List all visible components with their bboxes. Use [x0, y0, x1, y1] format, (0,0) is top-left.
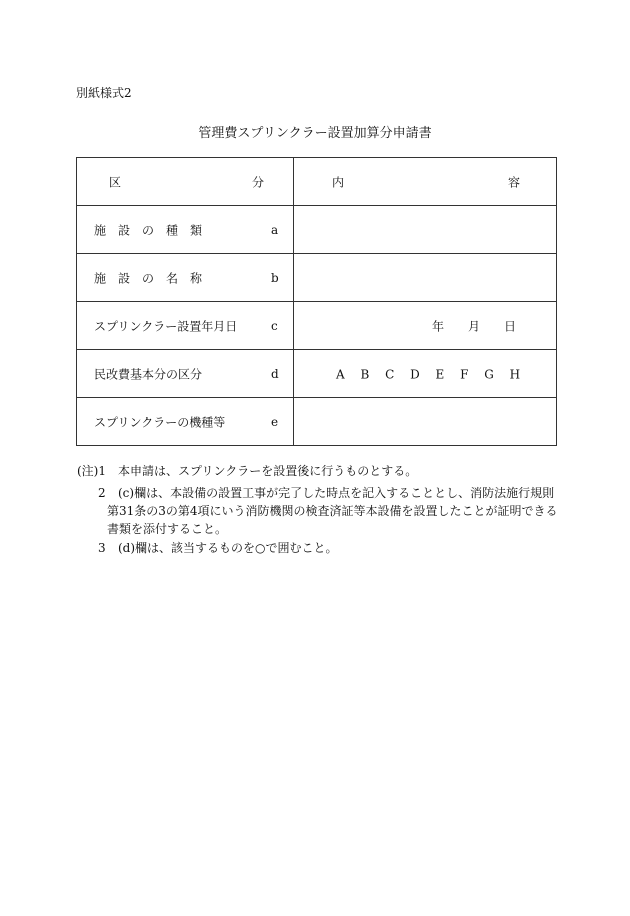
row-key: e: [271, 414, 279, 429]
row-content-field[interactable]: [294, 302, 557, 350]
note-2-line-2: 第31条の3の第4項にいう消防機関の検査済証等本設備を設置したことが証明できる: [107, 504, 558, 518]
application-table: [76, 157, 557, 446]
row-label: 民改費基本分の区分: [94, 367, 203, 381]
header-category-b: 分: [252, 175, 265, 189]
header-category-a: 区: [109, 175, 122, 189]
table-row: [77, 206, 557, 254]
table-row: [77, 398, 557, 446]
row-content-field[interactable]: [294, 398, 557, 446]
form-id: 別紙様式2: [76, 86, 132, 100]
header-content-b: 容: [508, 175, 521, 189]
category-options: A B C D E F G H: [336, 367, 521, 381]
table-row: [77, 302, 557, 350]
date-fields: 年 月 日: [432, 319, 517, 333]
note-1: 本申請は、スプリンクラーを設置後に行うものとする。: [118, 464, 418, 478]
row-key: c: [271, 318, 278, 333]
header-content-a: 内: [332, 175, 345, 189]
row-label: スプリンクラーの機種等: [94, 415, 226, 429]
note-3: (d)欄は、該当するものを○で囲むこと。: [118, 541, 338, 555]
note-2-line-1: (c)欄は、本設備の設置工事が完了した時点を記入することとし、消防法施行規則: [118, 486, 555, 500]
table-row: [77, 350, 557, 398]
row-key: a: [271, 222, 279, 237]
notes-prefix: (注)1: [77, 464, 106, 478]
table-header-row: [77, 158, 557, 206]
table-row: [77, 254, 557, 302]
document-title: 管理費スプリンクラー設置加算分申請書: [198, 126, 432, 141]
row-content-field[interactable]: [294, 206, 557, 254]
note-2-line-3: 書類を添付すること。: [107, 522, 228, 536]
note-3-number: 3: [98, 541, 106, 555]
row-label: 施 設 の 種 類: [94, 223, 203, 237]
row-label: 施 設 の 名 称: [94, 271, 203, 285]
row-content-field[interactable]: [294, 254, 557, 302]
row-label: スプリンクラー設置年月日: [94, 319, 238, 333]
note-2-number: 2: [98, 486, 106, 500]
row-content-field[interactable]: [294, 350, 557, 398]
row-key: b: [271, 270, 279, 285]
row-key: d: [271, 366, 279, 381]
